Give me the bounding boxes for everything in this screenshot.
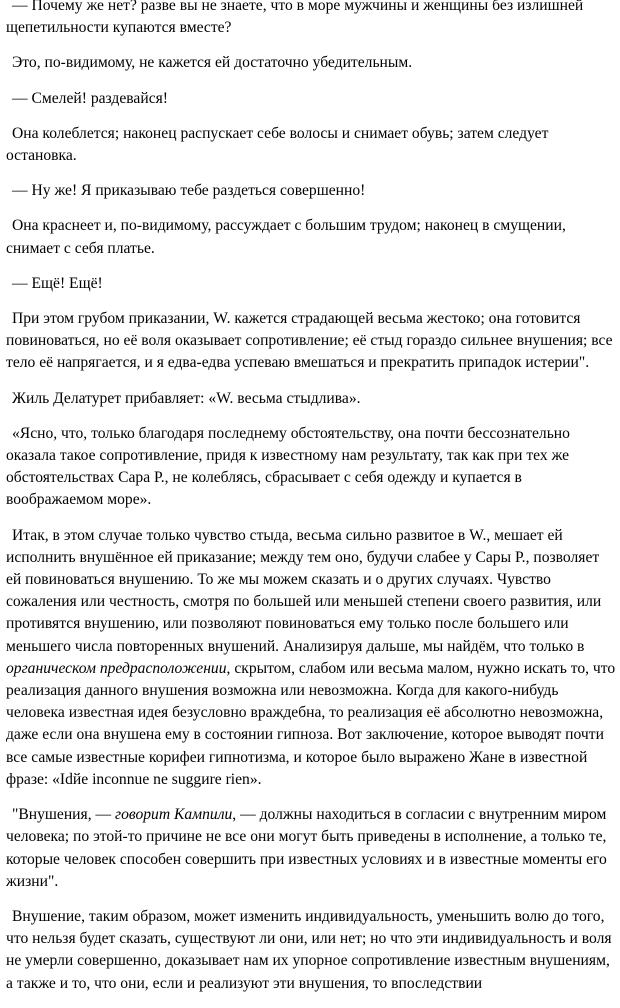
paragraph-12-part-b: , — должны находиться в согласии с внутренним миром человека; по этой-то причине не все они могут быть приведены в исполнение, а только те, которые человек способен совершить при известных условиях и в известные моменты его жизни".: [6, 806, 607, 890]
paragraph-4: Она колеблется; наконец распускает себе волосы и снимает обувь; затем следует остановка.: [6, 124, 549, 165]
paragraph-9: Жиль Делатурет прибавляет: «W. весьма стыдлива».: [12, 389, 361, 407]
paragraph-10: «Ясно, что, только благодаря последнему обстоятельству, она почти бессознательно оказала такое сопротивление, придя к известному нам результату, так как при тех же обстоятельствах Сара Р., не колеблясь, сбрасывает с себя одежду и купается в воображаемом море».: [6, 424, 570, 509]
paragraph-6: Она краснеет и, по-видимому, рассуждает с большим трудом; наконец в смущении, снимает с себя платье.: [6, 217, 566, 257]
paragraph-11: [6, 525, 616, 791]
paragraph-11-part-b: , скрытом, слабом или весьма малом, нужно искать то, что реализация данного внушения возможна или невозможна. Когда для какого-нибудь человека известная идея безусловно враждебна, то реализация её абсолютно невозможна, даже если она внушена ему в состоянии гипноза. Вот заключение, которое выводят почти все самые известные корифеи гипнотизма, и которое было выражено Жане в известной фразе: «Idйe inconnue ne suggиre rien».: [6, 659, 616, 788]
paragraph-3: — Смелей! раздевайся!: [12, 89, 168, 107]
paragraph-7: — Ещё! Ещё!: [12, 274, 103, 292]
paragraph-13: Внушение, таким образом, может изменить индивидуальность, уменьшить волю до того, что нельзя будет сказать, существуют ли они, или нет; но что эти индивидуальность и воля не умерли совершенно, доказывает нам их упорное сопротивление известным внушениям, а также и то, что они, если и реализуют эти внушения, то впоследствии: [6, 907, 612, 992]
paragraph-12-part-a: "Внушения, —: [12, 806, 115, 824]
paragraph-5: — Ну же! Я приказываю тебе раздеться совершенно!: [12, 182, 366, 200]
paragraph-11-part-a: Итак, в этом случае только чувство стыда, весьма сильно развитое в W., мешает ей исполнить внушённое ей приказание; между тем оно, будучи слабее у Сары Р., позволяет ей повиноваться внушению. То же мы можем сказать и о других случаях. Чувство сожаления или честность, смотря по большей или меньшей степени своего развития, или противятся внушению, или позволяют повиноваться ему только после большего или меньшего числа повторенных внушений. Анализируя дальше, мы найдём, что только в: [6, 526, 602, 655]
paragraph-12: [6, 804, 616, 893]
paragraph-11-italic: органическом предрасположении: [6, 659, 227, 677]
paragraph-2: Это, по-видимому, не кажется ей достаточно убедительным.: [12, 54, 413, 72]
paragraph-8: При этом грубом приказании, W. кажется страдающей весьма жестоко; она готовится повиноваться, но её воля оказывает сопротивление; её стыд гораздо сильнее внушения; все тело её напрягается, и я едва-едва успеваю вмешаться и прекратить припадок истерии".: [6, 310, 613, 372]
paragraph-1: — Почему же нет? разве вы не знаете, что в море мужчины и женщины без излишней щепетильности купаются вместе?: [6, 0, 584, 37]
paragraph-12-italic: говорит Кампили: [115, 806, 233, 824]
